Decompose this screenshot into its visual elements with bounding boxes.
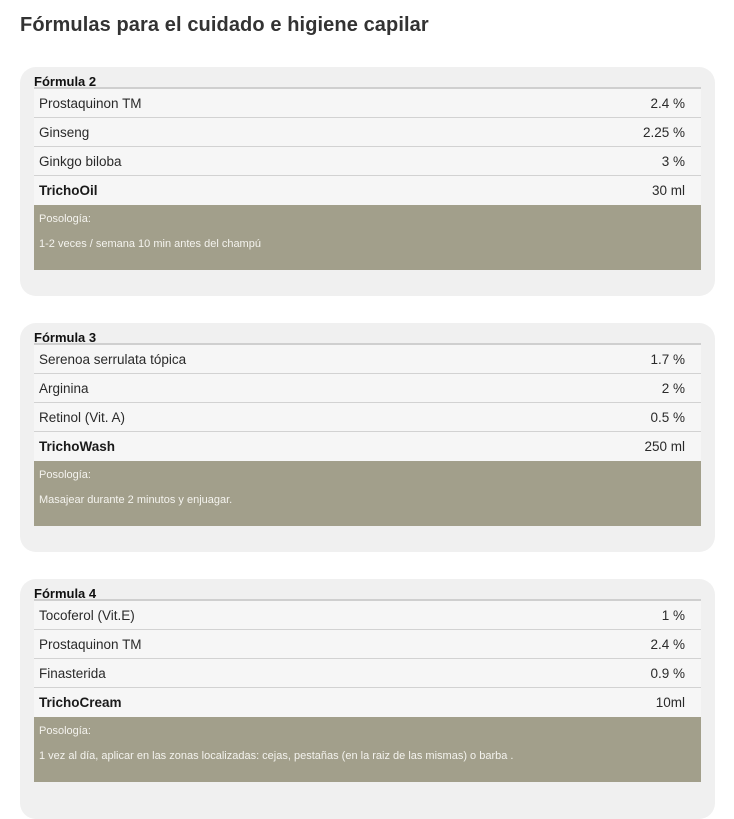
posology-text: 1-2 veces / semana 10 min antes del champú [39,238,261,250]
posology-label: Posología: [39,725,91,737]
ingredient-value: 1.7 % [650,351,685,367]
ingredient-name: Prostaquinon TM [39,636,142,652]
posology-text: 1 vez al día, aplicar en las zonas localizadas: cejas, pestañas (en la raiz de las mismas) o barba . [39,750,514,762]
ingredient-value: 2.4 % [650,95,685,111]
posology-label: Posología: [39,213,91,225]
posology-box [34,717,701,782]
ingredient-row [34,118,701,147]
ingredient-name: Arginina [39,380,89,396]
ingredient-row [34,659,701,688]
ingredient-name: Prostaquinon TM [39,95,142,111]
ingredient-row [34,601,701,630]
posology-box [34,461,701,526]
product-name: TrichoWash [39,439,116,454]
ingredient-row [34,345,701,374]
formula-card [20,323,715,552]
ingredient-value: 0.5 % [650,409,685,425]
ingredient-value: 2.4 % [650,636,685,652]
product-volume: 30 ml [651,183,685,198]
product-row [34,432,701,461]
ingredient-name: Finasterida [39,665,106,681]
formula-title: Fórmula 3 [34,323,701,345]
formula-title: Fórmula 4 [34,579,701,601]
product-volume: 10ml [655,695,685,710]
ingredient-name: Ginkgo biloba [39,153,122,169]
formula-card [20,67,715,296]
ingredient-value: 0.9 % [650,665,685,681]
ingredient-list [34,601,701,717]
ingredient-name: Tocoferol (Vit.E) [39,607,135,623]
ingredient-name: Ginseng [39,124,90,140]
ingredient-row [34,147,701,176]
ingredient-value: 1 % [661,607,685,623]
product-name: TrichoCream [39,695,122,710]
ingredient-row [34,89,701,118]
posology-text: Masajear durante 2 minutos y enjuagar. [39,494,233,506]
ingredient-value: 2 % [661,380,685,396]
product-name: TrichoOil [39,183,98,198]
ingredient-row [34,374,701,403]
ingredient-name: Retinol (Vit. A) [39,409,126,425]
ingredient-value: 2.25 % [642,124,685,140]
ingredient-list [34,89,701,205]
ingredient-list [34,345,701,461]
posology-box [34,205,701,270]
ingredient-name: Serenoa serrulata tópica [39,351,187,367]
formula-card [20,579,715,819]
ingredient-row [34,403,701,432]
ingredient-value: 3 % [661,153,685,169]
formula-title: Fórmula 2 [34,67,701,89]
posology-label: Posología: [39,469,91,481]
page-title: Fórmulas para el cuidado e higiene capilar [20,14,429,36]
product-row [34,176,701,205]
ingredient-row [34,630,701,659]
product-row [34,688,701,717]
product-volume: 250 ml [644,439,685,454]
